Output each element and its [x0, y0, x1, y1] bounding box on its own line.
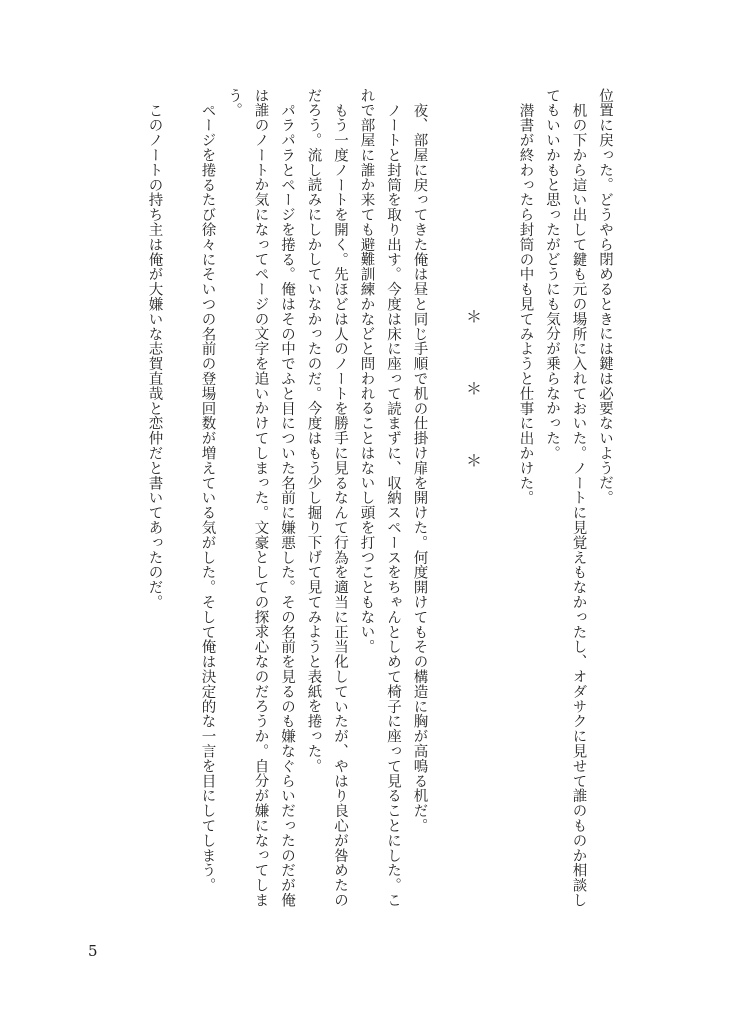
paragraph: 机の下から這い出して鍵も元の場所に入れておいた。ノートに見覚えもなかったし、オダサクに見せて誰のものか相談してもいいかもと思ったがどうにも気分が乗らなかった。	[544, 88, 587, 908]
blank-line	[433, 88, 460, 918]
section-break-star: ＊	[463, 380, 483, 396]
paragraph: 位置に戻った。どうやら閉めるときには鍵は必要ないようだ。	[597, 88, 613, 506]
section-break-star: ＊	[463, 452, 483, 468]
paragraph: ノートと封筒を取り出す。今度は床に座って読まずに、収納スペースをちゃんとしめて椅子に座って見ることにした。これで部屋に誰か来ても避難訓練かなどと問われることはないし頭を打つこともない。	[358, 88, 401, 908]
page-number: 5	[88, 942, 98, 960]
paragraph: 夜、部屋に戻ってきた俺は昼と同じ手順で机の仕掛け扉を開けた。何度開けてもその構造に胸が高鳴る机だ。	[411, 102, 428, 833]
paragraph: このノートの持ち主は俺が大嫌いな志賀直哉と恋仲だと書いてあったのだ。	[146, 102, 163, 610]
paragraph: ページを捲るたび徐々にそいつの名前の登場回数が増えている気がした。そして俺は決定的な一言を目にしてしまう。	[199, 102, 216, 893]
blank-line	[168, 88, 195, 918]
paragraph: パラパラとページを捲る。俺はその中でふと目についた名前に嫌悪した。その名前を見るのも嫌なぐらいだったのだが俺は誰のノートか気になってページの文字を追いかけてしまった。文豪としての探求心なのだろうか。自分が嫌になってしまう。	[226, 88, 295, 908]
section-break-star: ＊	[463, 308, 483, 324]
section-break	[459, 88, 486, 518]
vertical-text-body	[141, 88, 618, 918]
blank-line	[486, 88, 513, 918]
paragraph: もう一度ノートを開く。先ほどは人のノートを勝手に見るなんて行為を適当に正当化していたが、やはり良心が咎めたのだろう。流し読みにしかしていなかったのだ。今度はもう少し掘り下げて見てみようと表紙を捲った。	[305, 88, 348, 908]
paragraph: 潜書が終わったら封筒の中も見てみようと仕事に出かけた。	[517, 102, 534, 505]
